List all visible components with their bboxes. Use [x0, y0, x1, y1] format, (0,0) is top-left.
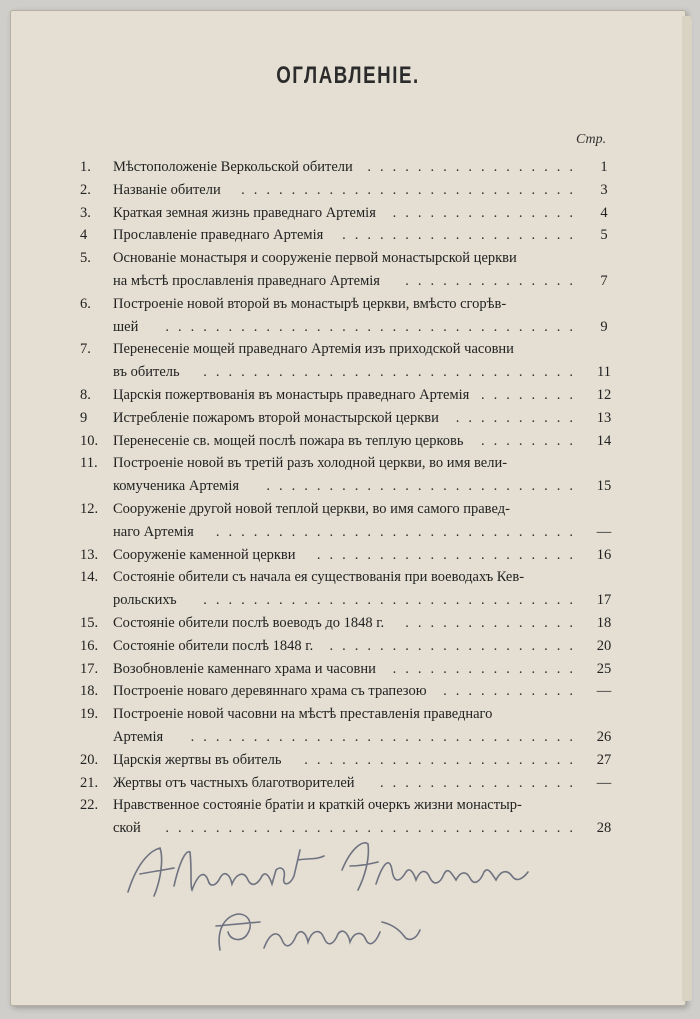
dot-leader: .............................. [203, 364, 582, 381]
toc-entry-page: 1 [600, 159, 608, 175]
dot-leader: ............................... [190, 728, 582, 745]
toc-entry-page: 14 [596, 432, 612, 449]
table-of-contents [80, 156, 620, 840]
toc-entry [80, 407, 620, 430]
toc-entry-number: 17. [80, 660, 99, 677]
toc-entry-page: 26 [596, 728, 612, 745]
dot-leader: ........................... [241, 181, 582, 198]
toc-entry-title-line: Нравственное состояніе братіи и краткій очеркъ жизни монастыр- [113, 797, 522, 814]
toc-entry-page: 11 [597, 364, 611, 381]
toc-entry-title-line: Жертвы отъ частныхъ благотворителей [113, 774, 355, 791]
toc-entry [80, 635, 620, 658]
page-edge [682, 16, 692, 1001]
toc-entry-title-line: Краткая земная жизнь праведнаго Артемія [113, 204, 376, 221]
toc-entry-title-line: Перенесеніе мощей праведнаго Артемія изъ приходской часовни [113, 341, 514, 358]
toc-entry [80, 179, 620, 202]
toc-entry-page: 5 [600, 227, 608, 244]
handwritten-signature [120, 830, 550, 970]
book-page [10, 10, 686, 1006]
toc-entry-page: — [596, 774, 612, 791]
toc-entry [80, 430, 620, 453]
dot-leader: ...................... [304, 751, 582, 768]
toc-entry-number: 9 [80, 409, 88, 426]
dot-leader: ................................. [165, 820, 582, 837]
dot-leader: ................ [380, 774, 582, 791]
dot-leader: ............... [392, 660, 582, 677]
dot-leader: ................... [342, 227, 582, 244]
toc-entry-page: 20 [596, 637, 612, 654]
toc-entry-page: 4 [600, 204, 608, 221]
dot-leader: ..................... [316, 546, 582, 563]
toc-entry-number: 16. [80, 637, 99, 654]
toc-entry [80, 749, 620, 772]
dot-leader: ................. [367, 159, 582, 175]
toc-entry [80, 498, 620, 544]
toc-entry-page: 15 [596, 478, 612, 495]
toc-entry-title-line: Состояніе обители послѣ воеводъ до 1848 г. [113, 614, 385, 631]
toc-entry-number: 22. [80, 797, 99, 814]
toc-entry-page: 12 [596, 386, 612, 403]
dot-leader: .............. [405, 272, 582, 289]
toc-entry-number: 19. [80, 706, 99, 723]
dot-leader: ........ [481, 386, 582, 403]
toc-entry [80, 658, 620, 681]
toc-entry-number: 13. [80, 546, 99, 563]
toc-entry-number: 18. [80, 683, 99, 700]
toc-entry-title-line: ской [113, 820, 141, 837]
toc-entry-title-line: Артемія [113, 728, 164, 745]
toc-entry [80, 338, 620, 384]
dot-leader: ........ [481, 432, 582, 449]
toc-entry-title-line: Прославленіе праведнаго Артемія [113, 227, 324, 244]
toc-entry [80, 544, 620, 567]
toc-entry-page: 7 [600, 272, 608, 289]
toc-entry-title-line: Состояніе обители съ начала ея существованія при воеводахъ Кев- [113, 569, 525, 586]
toc-entry-title-line: шей [113, 318, 139, 335]
toc-entry-number: 20. [80, 751, 99, 768]
toc-entry-number: 8. [80, 386, 91, 403]
toc-entry-number: 6. [80, 295, 91, 312]
toc-entry-page: 9 [600, 318, 608, 335]
dot-leader: ............... [392, 204, 582, 221]
toc-entry-page: 16 [596, 546, 612, 563]
page-title: ОГЛАВЛЕНІЕ. [276, 62, 420, 89]
toc-entry-number: 7. [80, 341, 91, 358]
toc-entry [80, 452, 620, 498]
toc-entry-page: 18 [596, 614, 612, 631]
toc-entry-number: 5. [80, 250, 91, 267]
toc-entry-title-line: рольскихъ [113, 592, 177, 609]
toc-entry [80, 772, 620, 795]
toc-entry-page: — [596, 683, 612, 700]
dot-leader: .............................. [203, 592, 582, 609]
toc-entry-number: 3. [80, 204, 91, 221]
toc-entry-title-line: наго Артемія [113, 523, 194, 540]
toc-entry-title-line: Основаніе монастыря и сооруженіе первой монастырской церкви [113, 250, 517, 267]
toc-entry [80, 612, 620, 635]
toc-entry [80, 703, 620, 749]
toc-entry-title-line: Построеніе новаго деревяннаго храма съ трапезою [113, 683, 427, 700]
toc-entry-title-line: Мѣстоположеніе Веркольской обители [113, 159, 353, 175]
toc-entry-title-line: въ обитель [113, 364, 180, 381]
toc-entry-title-line: Истребленіе пожаромъ второй монастырской церкви [113, 409, 439, 426]
toc-entry-number: 14. [80, 569, 99, 586]
page-column-header: Стр. [576, 132, 607, 147]
toc-entry-page: 27 [596, 751, 612, 768]
toc-entry [80, 156, 620, 179]
toc-entry [80, 224, 620, 247]
toc-entry-title-line: Царскія жертвы въ обитель [113, 751, 282, 768]
toc-entry-title-line: Названіе обители [113, 181, 221, 198]
toc-entry-page: 25 [596, 660, 612, 677]
toc-entry-number: 10. [80, 432, 99, 449]
toc-entry-title-line: Построеніе новой часовни на мѣстѣ преставленія праведнаго [113, 706, 493, 723]
toc-entry-title-line: комученика Артемія [113, 478, 240, 495]
toc-entry [80, 247, 620, 293]
toc-entry-title-line: Царскія пожертвованія въ монастырь праведнаго Артемія [113, 386, 470, 403]
toc-entry-page: 3 [600, 181, 608, 198]
dot-leader: .............. [405, 614, 582, 631]
toc-entry-title-line: Сооруженіе каменной церкви [113, 546, 296, 563]
toc-entry-number: 15. [80, 614, 99, 631]
toc-entry-page: 17 [596, 592, 612, 609]
toc-entry-page: 28 [596, 820, 612, 837]
toc-entry-title-line: Построеніе новой въ третій разъ холодной церкви, во имя вели- [113, 455, 508, 472]
toc-entry-number: 11. [80, 455, 98, 472]
dot-leader: ......................... [266, 478, 582, 495]
dot-leader: .................... [329, 637, 582, 654]
toc-entry-title-line: Перенесеніе св. мощей послѣ пожара въ теплую церковь [113, 432, 464, 449]
toc-entry [80, 680, 620, 703]
toc-entry-title-line: Построеніе новой второй въ монастырѣ церкви, вмѣсто сгорѣв- [113, 295, 507, 312]
toc-entry [80, 293, 620, 339]
dot-leader: ................................. [165, 318, 582, 335]
dot-leader: .......... [455, 409, 582, 426]
toc-entry-number: 12. [80, 500, 99, 517]
toc-entry-number: 2. [80, 181, 91, 198]
toc-entry [80, 202, 620, 225]
toc-entry-title-line: Состояніе обители послѣ 1848 г. [113, 637, 314, 654]
toc-entry [80, 566, 620, 612]
toc-entry-number: 4 [80, 227, 88, 244]
toc-entry-number: 21. [80, 774, 99, 791]
toc-entry [80, 384, 620, 407]
toc-entry-page: 13 [596, 409, 612, 426]
toc-entry-page: — [596, 523, 612, 540]
dot-leader: ............................. [215, 523, 582, 540]
dot-leader: ........... [443, 683, 582, 700]
toc-entry-title-line: Сооруженіе другой новой теплой церкви, во имя самого правед- [113, 500, 510, 517]
toc-entry-title-line: Возобновленіе каменнаго храма и часовни [113, 660, 376, 677]
toc-entry-title-line: на мѣстѣ прославленія праведнаго Артемія [113, 272, 380, 289]
toc-entry-number: 1. [80, 159, 91, 175]
